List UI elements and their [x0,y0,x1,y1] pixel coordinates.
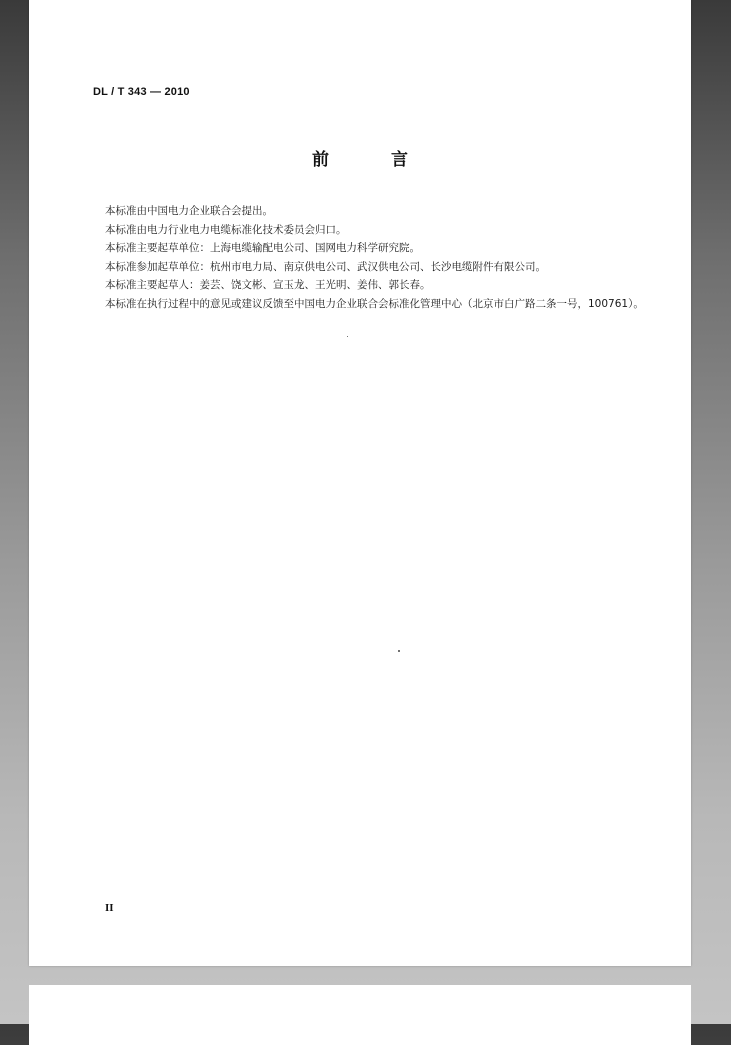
paragraph-proposer: 本标准由中国电力企业联合会提出。 [105,205,273,217]
scan-speck [347,336,348,337]
scan-speck [398,650,400,652]
standard-code-header: DL / T 343 — 2010 [93,86,190,98]
page-title: 前 言 [312,150,436,170]
paragraph-committee: 本标准由电力行业电力电缆标准化技术委员会归口。 [105,223,347,236]
paragraph-main-drafters-units: 本标准主要起草单位：上海电缆输配电公司、国网电力科学研究院。 [105,242,420,254]
paragraph-main-drafters: 本标准主要起草人：姜芸、饶文彬、宣玉龙、王光明、姜伟、郭长春。 [105,279,431,291]
paragraph-feedback: 本标准在执行过程中的意见或建议反馈至中国电力企业联合会标准化管理中心（北京市白广路二条一号，100761）。 [105,297,644,310]
page-number: II [105,902,114,914]
paragraph-participating-units: 本标准参加起草单位：杭州市电力局、南京供电公司、武汉供电公司、长沙电缆附件有限公司。 [105,260,546,273]
next-page-edge [29,985,691,1045]
foreword-body [84,202,644,313]
document-page [29,0,691,966]
